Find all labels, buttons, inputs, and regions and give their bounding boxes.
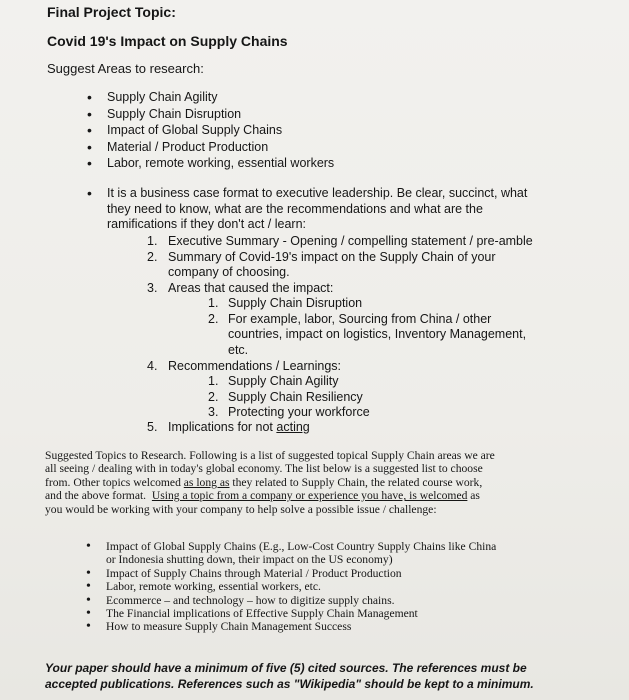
suggested-topics-list: [86, 539, 556, 635]
list-item: • Material / Product Production: [87, 138, 269, 155]
bullet-icon: •: [86, 592, 91, 608]
business-case-block: [87, 185, 547, 233]
bullet-icon: •: [86, 619, 91, 635]
sources-requirement-note: Your paper should have a minimum of five (5) cited sources. The references must be accepted publications. References such as "Wikipedia" should be kept to a minimum.: [45, 661, 534, 691]
list-item: • Impact of Supply Chains through Material / Product Production: [86, 565, 402, 581]
bullet-icon: •: [86, 579, 91, 595]
bullet-icon: •: [87, 155, 92, 171]
list-item: • Impact of Global Supply Chains (E.g., Low-Cost Country Supply Chains like China or Indonesia shutting down, their impact on the US economy): [86, 539, 497, 567]
list-item: • Labor, remote working, essential workers: [87, 155, 335, 171]
bullet-icon: •: [87, 138, 92, 155]
bullet-icon: •: [87, 122, 92, 138]
bullet-icon: •: [86, 539, 91, 554]
bullet-icon: •: [86, 565, 91, 581]
document-page: Final Project Topic: Covid 19's Impact on Supply Chains Suggest Areas to research: • Supply Chain Agility • Supply Chain Disruption • Impact of Global Supply Chains • Material / Product Production • Labor, remote working, essential workers • It is a business case format to executive leadership. Be clear, succinct, what they need to know, what are the recommendations and what are the ramifications if they don't act / learn: 1. Executive Summary - Opening / compelling statement / pre-amble 2. Summary of Covid-19's impact on the Supply Chain of your company of choosing. 3. Areas that caused the impact: 1. Supply Chain Disruption 2. For example, labor, Sourcing from China / other countries, impact on logistics, Inventory Management, etc. 4. Recommendations / Learnings: 1. Supply Chain Agility 2. Supply Chain Resiliency 3. Protecting your workforce 5. Implications for not acting Suggested Topics to Research. Following is a list of suggested topical Supply Chain areas we are all seeing / dealing with in today's global economy. The list below is a suggested list to choose from. Other topics welcomed as long as they related to Supply Chain, the related course work, and the above format. Using a topic from a company or experience you have, is welcomed as you would be working with your company to help solve a possible issue / challenge: • Impact of Global Supply Chains (E.g., Low-Cost Country Supply Chains like China or Indonesia shutting down, their impact on the US economy) • Impact of Supply Chains through Material / Product Production • Labor, remote working, essential workers, etc. • Ecommerce – and technology – how to digitize supply chains. • The Financial implications of Effective Supply Chain Management • How to measure Supply Chain Management Success Your paper should have a minimum of five (5) cited sources. The references must be accepted publications. References such as "Wikipedia" should be kept to a minimum.: [0, 0, 629, 700]
list-item: • Impact of Global Supply Chains: [87, 122, 283, 138]
list-item: • It is a business case format to executive leadership. Be clear, succinct, what they need to know, what are the recommendations and what are the ramifications if they don't act / learn:: [87, 185, 528, 231]
research-areas-list: [87, 89, 335, 172]
list-item: • Labor, remote working, essential workers, etc.: [86, 579, 321, 595]
areas-label: Suggest Areas to research:: [47, 61, 204, 76]
bullet-icon: •: [87, 89, 92, 105]
list-item: • Supply Chain Agility: [87, 89, 218, 105]
list-item: • Ecommerce – and technology – how to digitize supply chains.: [86, 592, 395, 608]
bullet-icon: •: [87, 105, 92, 122]
list-item: • The Financial implications of Effective Supply Chain Management: [86, 606, 418, 622]
bullet-icon: •: [87, 185, 92, 201]
list-item: • How to measure Supply Chain Management Success: [86, 619, 352, 635]
document-title: Final Project Topic:: [47, 4, 176, 20]
project-topic: Covid 19's Impact on Supply Chains: [47, 33, 288, 49]
list-item: • Supply Chain Disruption: [87, 105, 242, 122]
bullet-icon: •: [86, 606, 91, 622]
suggested-topics-paragraph: Suggested Topics to Research. Following is a list of suggested topical Supply Chain areas we are all seeing / dealing with in today's global economy. The list below is a suggested list to choose from. Other topics welcomed as long as they related to Supply Chain, the related course work, and the above format. Using a topic from a company or experience you have, is welcomed as you would be working with your company to help solve a possible issue / challenge:: [45, 449, 495, 516]
